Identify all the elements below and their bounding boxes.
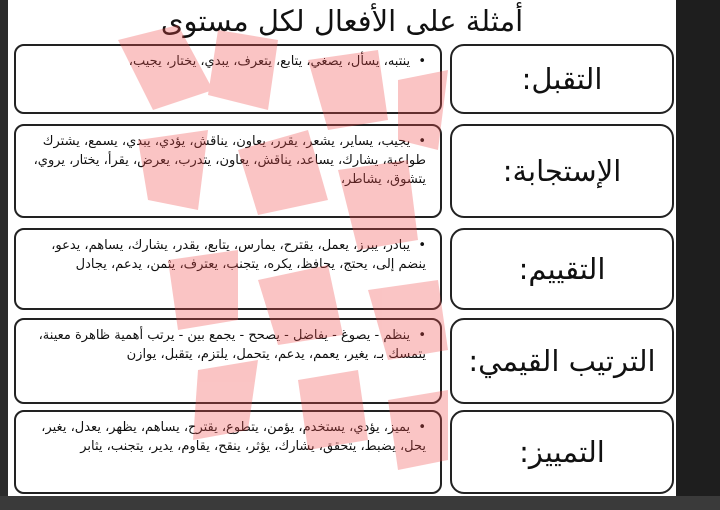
- verbs-text: يبادر، يبرز، يعمل، يقترح، يمارس، يتابع، يقدر، يشارك، يساهم، يدعو، ينضم إلى، يحتج، يحافظ، يكره، يتجنب، يعترف، يثمن، يدعم، يجادل: [51, 238, 426, 272]
- level-row-responding: [14, 124, 676, 218]
- level-label: الترتيب القيمي:: [468, 344, 656, 378]
- viewer-bottom-bar: [0, 496, 720, 510]
- level-row-organization: [14, 318, 676, 404]
- verbs-text: ينظم - يصوغ - يفاضل - يصحح - يجمع بين - يرتب أهمية ظاهرة معينة، يتمسك بـ، يغير، يعمم، يدعم، يتحمل، يلتزم، يتقبل، يوازن: [38, 328, 426, 362]
- level-label: الإستجابة:: [502, 154, 622, 188]
- verbs-box: [14, 124, 442, 218]
- level-label-box: [450, 124, 674, 218]
- bullet: •: [418, 328, 426, 343]
- level-label-box: [450, 44, 674, 114]
- page-title: أمثلة على الأفعال لكل مستوى: [160, 4, 524, 38]
- verbs-text: يميز، يؤدي، يستخدم، يؤمن، يتطوع، يقترح، يساهم، يظهر، يعدل، يغير، يحل، يضبط، يتحقق، يشارك، يؤثر، ينقح، يقاوم، يدير، يتجنب، يثابر: [41, 420, 426, 454]
- document-page: [8, 0, 676, 496]
- bullet: •: [418, 134, 426, 149]
- viewer-side-strip: [676, 0, 720, 496]
- level-label: التمييز:: [519, 435, 605, 469]
- bullet: •: [418, 238, 426, 253]
- level-label: التقبل:: [521, 62, 603, 96]
- verbs-text: يجيب، يساير، يشعر، يقرر، يعاون، يناقش، يؤدي، يبدي، يسمع، يشترك طواعية، يشارك، يساعد، يناقش، يعاون، يتدرب، يعرض، يقرأ، يختار، يروي، يتشوق، يشاطر،: [33, 134, 426, 187]
- level-row-receiving: [14, 44, 676, 114]
- verbs-box: [14, 410, 442, 494]
- level-label-box: [450, 228, 674, 310]
- level-label-box: [450, 318, 674, 404]
- level-label-box: [450, 410, 674, 494]
- verbs-box: [14, 318, 442, 404]
- bullet: •: [418, 54, 426, 69]
- level-label: التقييم:: [518, 252, 606, 286]
- level-row-valuing: [14, 228, 676, 310]
- verbs-box: [14, 228, 442, 310]
- verbs-text: ينتبه، يسأل، يصغي، يتابع، يتعرف، يبدي، يختار، يجيب،: [128, 54, 411, 69]
- level-row-characterization: [14, 410, 676, 494]
- bullet: •: [418, 420, 426, 435]
- verbs-box: [14, 44, 442, 114]
